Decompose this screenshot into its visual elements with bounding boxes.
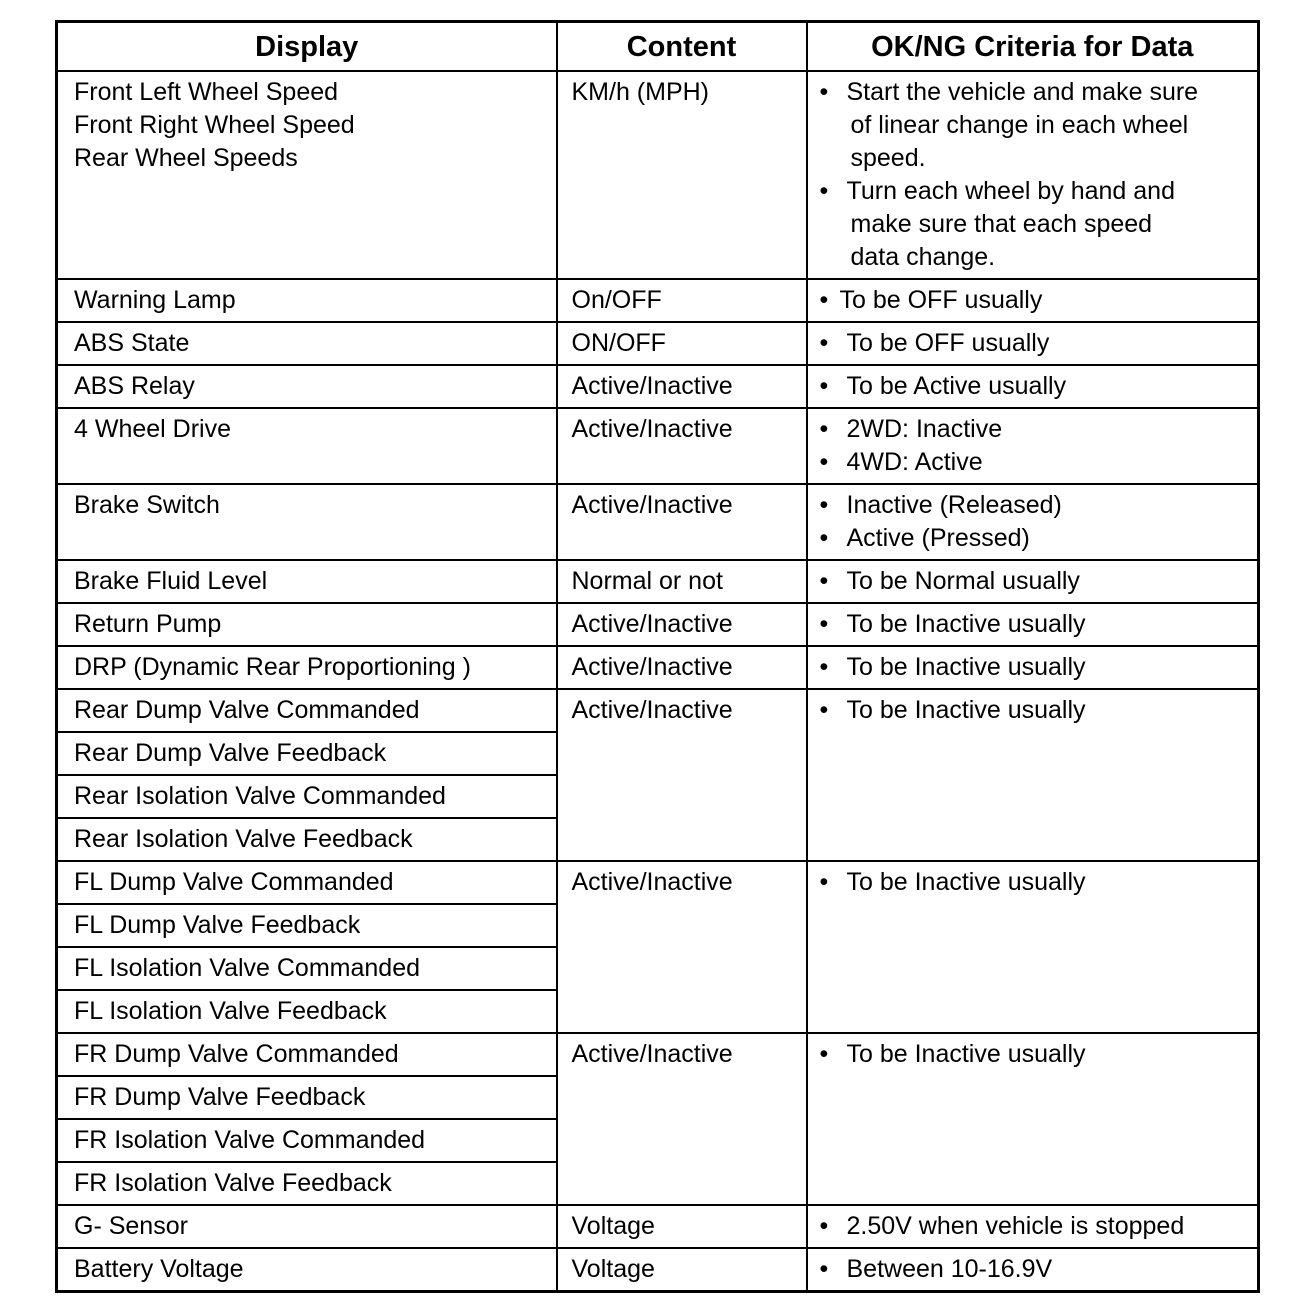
criteria-cell xyxy=(807,484,1259,560)
display-line: Rear Wheel Speeds xyxy=(74,144,298,172)
display-cell: Brake Switch xyxy=(57,484,557,560)
bullet-icon: • xyxy=(819,1255,829,1283)
criteria-item xyxy=(820,76,1252,175)
header-row xyxy=(57,22,1259,72)
content-cell: Active/Inactive xyxy=(557,646,807,689)
content-cell: ON/OFF xyxy=(557,322,807,365)
criteria-line: Start the vehicle and make sure xyxy=(846,78,1199,106)
bullet-icon: • xyxy=(819,415,829,443)
table-row xyxy=(57,71,1259,279)
content-cell: KM/h (MPH) xyxy=(557,71,807,279)
bullet-icon: • xyxy=(819,1212,829,1240)
content-cell: Voltage xyxy=(557,1205,807,1248)
display-cell xyxy=(57,71,557,279)
bullet-icon: • xyxy=(819,567,829,595)
criteria-cell xyxy=(807,646,1259,689)
display-cell: FR Isolation Valve Commanded xyxy=(57,1119,557,1162)
bullet-icon: • xyxy=(819,868,829,896)
bullet-icon: • xyxy=(819,448,829,476)
criteria-line: of linear change in each wheel xyxy=(850,111,1189,139)
bullet-icon: • xyxy=(819,78,829,106)
table-row xyxy=(57,861,1259,904)
table-row xyxy=(57,408,1259,484)
content-cell: Active/Inactive xyxy=(557,1033,807,1205)
criteria-item xyxy=(820,175,1252,274)
display-cell: Rear Dump Valve Commanded xyxy=(57,689,557,732)
display-cell: FR Dump Valve Commanded xyxy=(57,1033,557,1076)
header-display: Display xyxy=(57,22,557,72)
bullet-icon: • xyxy=(819,329,829,357)
bullet-icon: • xyxy=(819,524,829,552)
bullet-icon: • xyxy=(819,372,829,400)
criteria-cell xyxy=(807,279,1259,322)
table-row xyxy=(57,646,1259,689)
criteria-cell xyxy=(807,689,1259,861)
display-cell: FL Dump Valve Commanded xyxy=(57,861,557,904)
table-row xyxy=(57,1033,1259,1076)
content-cell: On/OFF xyxy=(557,279,807,322)
criteria-text: 2WD: Inactive xyxy=(846,415,1003,443)
criteria-text: To be OFF usually xyxy=(839,286,1043,314)
bullet-icon: • xyxy=(819,286,829,314)
table-row xyxy=(57,365,1259,408)
display-cell: Return Pump xyxy=(57,603,557,646)
criteria-cell xyxy=(807,861,1259,1033)
display-cell: Brake Fluid Level xyxy=(57,560,557,603)
content-cell: Active/Inactive xyxy=(557,861,807,1033)
content-cell: Active/Inactive xyxy=(557,408,807,484)
table-row xyxy=(57,603,1259,646)
display-cell: Rear Dump Valve Feedback xyxy=(57,732,557,775)
display-cell: FR Dump Valve Feedback xyxy=(57,1076,557,1119)
table-row xyxy=(57,484,1259,560)
display-cell: FL Dump Valve Feedback xyxy=(57,904,557,947)
criteria-cell xyxy=(807,365,1259,408)
content-cell: Active/Inactive xyxy=(557,484,807,560)
display-cell: DRP (Dynamic Rear Proportioning ) xyxy=(57,646,557,689)
table-row xyxy=(57,1205,1259,1248)
content-cell: Voltage xyxy=(557,1248,807,1292)
criteria-text: Between 10-16.9V xyxy=(846,1255,1053,1283)
display-cell: FR Isolation Valve Feedback xyxy=(57,1162,557,1205)
criteria-text: 4WD: Active xyxy=(846,448,983,476)
criteria-text: To be Inactive usually xyxy=(846,610,1086,638)
criteria-text: To be Inactive usually xyxy=(846,1040,1086,1068)
display-cell: G- Sensor xyxy=(57,1205,557,1248)
bullet-icon: • xyxy=(819,1040,829,1068)
table-row xyxy=(57,689,1259,732)
bullet-icon: • xyxy=(819,696,829,724)
table-row xyxy=(57,322,1259,365)
content-cell: Normal or not xyxy=(557,560,807,603)
criteria-text: To be OFF usually xyxy=(846,329,1050,357)
display-cell: 4 Wheel Drive xyxy=(57,408,557,484)
criteria-text: To be Inactive usually xyxy=(846,653,1086,681)
header-content: Content xyxy=(557,22,807,72)
criteria-line: make sure that each speed xyxy=(850,210,1153,238)
display-line: Front Left Wheel Speed xyxy=(74,78,339,106)
display-cell: Warning Lamp xyxy=(57,279,557,322)
criteria-cell xyxy=(807,560,1259,603)
header-criteria: OK/NG Criteria for Data xyxy=(807,22,1259,72)
criteria-cell xyxy=(807,603,1259,646)
criteria-cell xyxy=(807,1205,1259,1248)
display-cell: ABS State xyxy=(57,322,557,365)
data-table-container xyxy=(55,20,1260,1293)
criteria-text: To be Inactive usually xyxy=(846,868,1086,896)
display-cell: FL Isolation Valve Commanded xyxy=(57,947,557,990)
criteria-cell xyxy=(807,408,1259,484)
display-cell: Rear Isolation Valve Feedback xyxy=(57,818,557,861)
criteria-cell xyxy=(807,322,1259,365)
criteria-text: To be Active usually xyxy=(846,372,1067,400)
content-cell: Active/Inactive xyxy=(557,603,807,646)
table-row xyxy=(57,279,1259,322)
criteria-cell xyxy=(807,71,1259,279)
bullet-icon: • xyxy=(819,610,829,638)
criteria-line: data change. xyxy=(850,243,996,271)
criteria-line: Turn each wheel by hand and xyxy=(846,177,1175,205)
bullet-icon: • xyxy=(819,653,829,681)
table-row xyxy=(57,1248,1259,1292)
content-cell: Active/Inactive xyxy=(557,365,807,408)
criteria-cell xyxy=(807,1033,1259,1205)
criteria-text: To be Normal usually xyxy=(846,567,1080,595)
display-cell: Rear Isolation Valve Commanded xyxy=(57,775,557,818)
criteria-cell xyxy=(807,1248,1259,1292)
display-line: Front Right Wheel Speed xyxy=(74,111,355,139)
display-cell: ABS Relay xyxy=(57,365,557,408)
criteria-text: Inactive (Released) xyxy=(846,491,1062,519)
bullet-icon: • xyxy=(819,491,829,519)
display-cell: Battery Voltage xyxy=(57,1248,557,1292)
criteria-text: 2.50V when vehicle is stopped xyxy=(846,1212,1185,1240)
table-row xyxy=(57,560,1259,603)
criteria-line: speed. xyxy=(850,144,926,172)
ok-ng-criteria-table xyxy=(55,20,1260,1293)
bullet-icon: • xyxy=(819,177,829,205)
content-cell: Active/Inactive xyxy=(557,689,807,861)
display-cell: FL Isolation Valve Feedback xyxy=(57,990,557,1033)
criteria-text: Active (Pressed) xyxy=(846,524,1030,552)
criteria-text: To be Inactive usually xyxy=(846,696,1086,724)
